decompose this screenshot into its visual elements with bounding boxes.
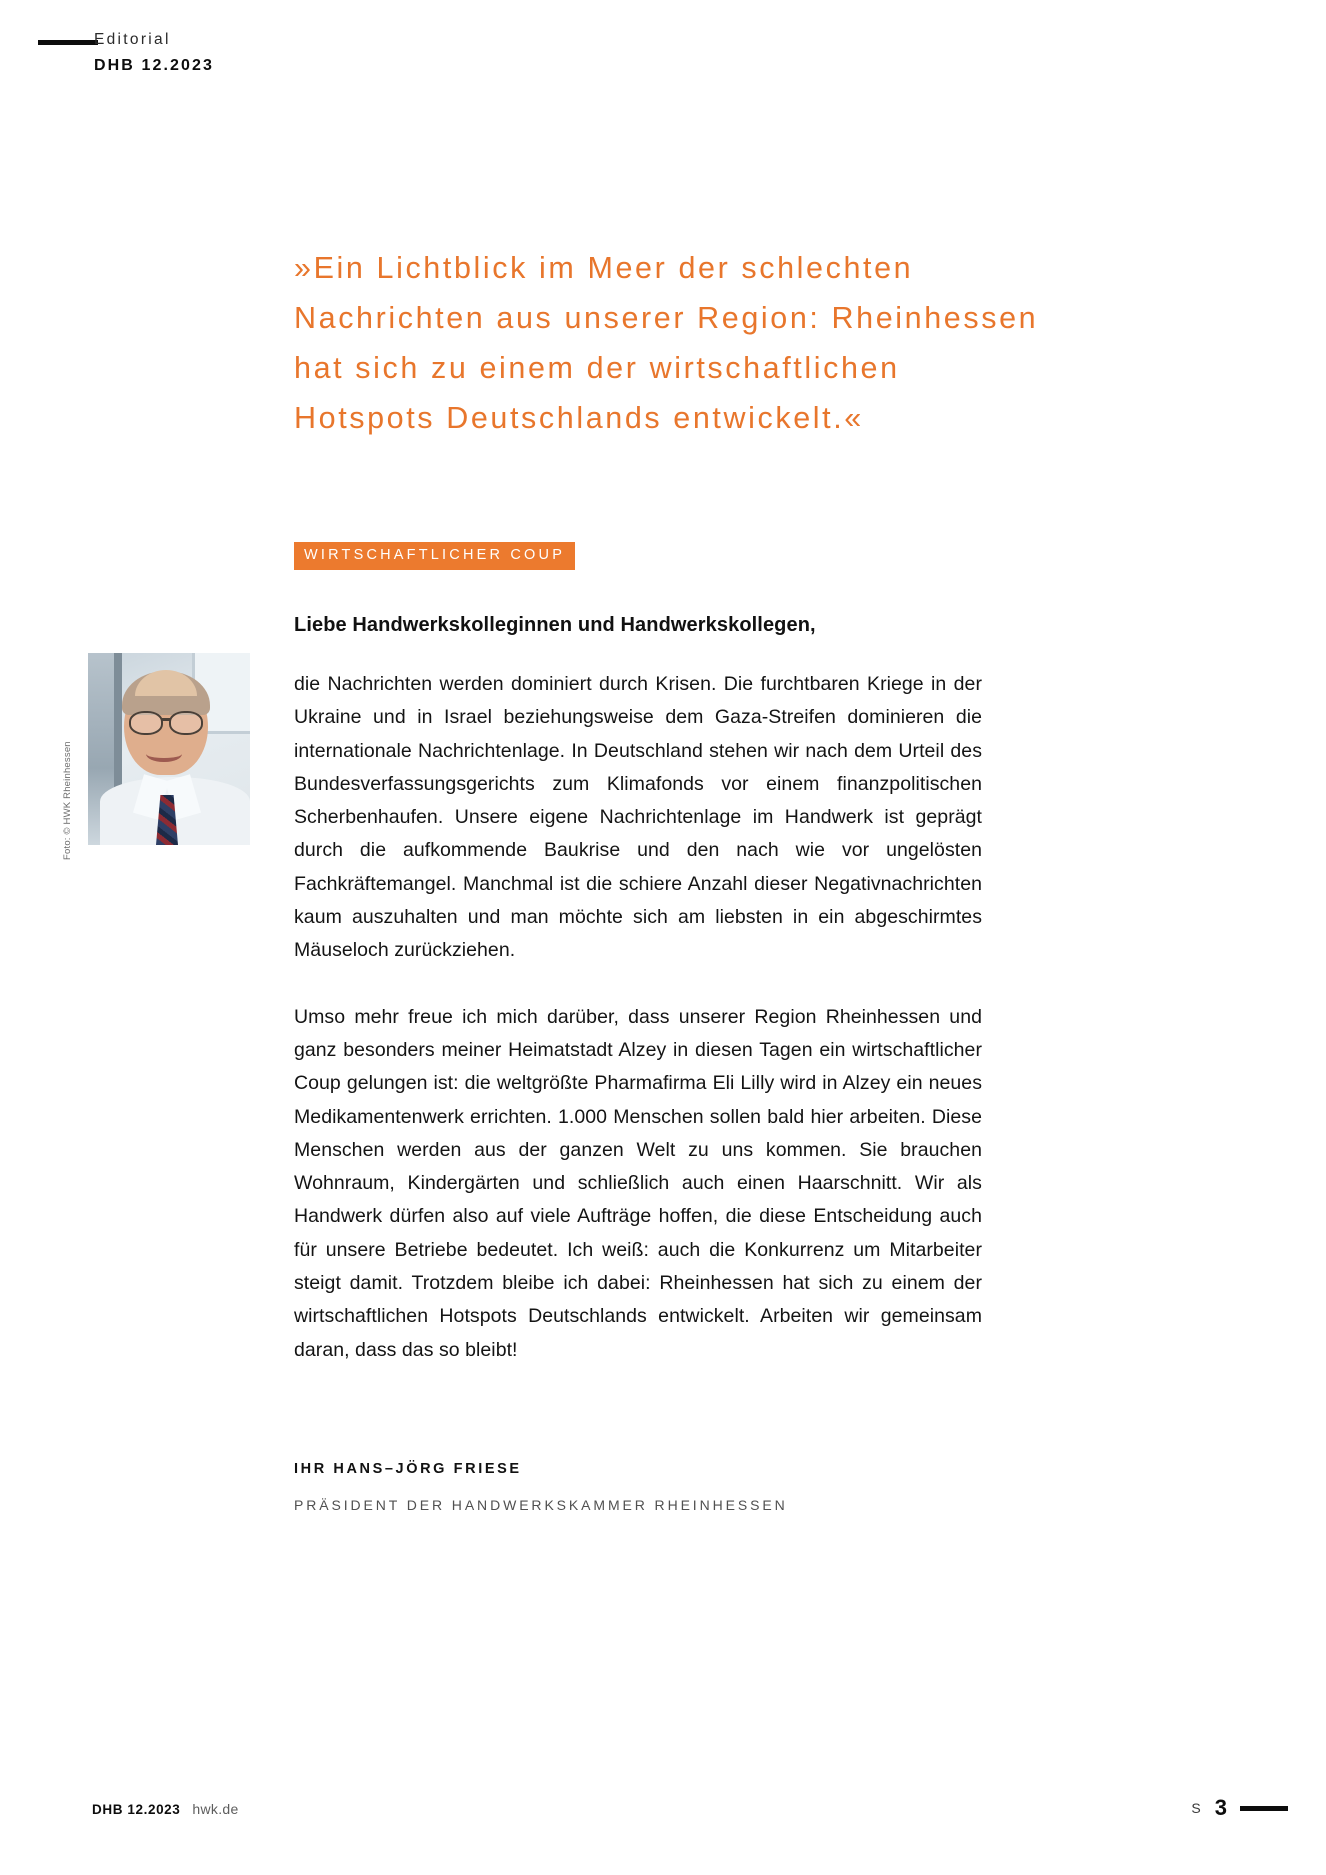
footer-issue-label: DHB 12.2023 — [92, 1802, 181, 1817]
pull-quote-line: hat sich zu einem der wirtschaftlichen — [294, 351, 900, 385]
page-header — [0, 30, 1326, 90]
glasses-icon — [128, 711, 204, 731]
photo-credit-label: Foto: © HWK Rheinhessen — [62, 741, 73, 860]
photo-credit — [62, 460, 73, 860]
paragraph: Umso mehr freue ich mich darüber, dass unserer Region Rheinhessen und ganz besonders meiner Heimatstadt Alzey in diesen Tagen ein wirtschaftlicher Coup gelungen ist: die weltgrößte Pharmafirma Eli Lilly wird in Alzey ein neues Medikamentenwerk errichten. 1.000 Menschen sollen bald hier arbeiten. Diese Menschen werden aus der ganzen Welt zu uns kommen. Sie brauchen Wohnraum, Kindergärten und schließlich auch einen Haarschnitt. Wir als Handwerk dürfen also auf viele Aufträge hoffen, die diese Entscheidung auch für unsere Betriebe bedeutet. Ich weiß: auch die Konkurrenz um Mitarbeiter steigt damit. Trotzdem bleibe ich dabei: Rheinhessen hat sich zu einem der wirtschaftlichen Hotspots Deutschlands entwickelt. Arbeiten wir gemeinsam daran, dass das so bleibt! — [294, 1005, 982, 1361]
page-prefix-label: S — [1191, 1800, 1202, 1816]
signature-name: IHR HANS–JÖRG FRIESE — [294, 1461, 522, 1477]
author-portrait — [88, 653, 250, 845]
footer-url-link[interactable]: hwk.de — [192, 1801, 239, 1817]
header-rule — [38, 40, 98, 45]
pull-quote-line: Hotspots Deutschlands entwickelt.« — [294, 401, 864, 435]
pull-quote-line: »Ein Lichtblick im Meer der schlechten — [294, 251, 914, 285]
signature-role: PRÄSIDENT DER HANDWERKSKAMMER RHEINHESSEN — [294, 1496, 788, 1513]
salutation: Liebe Handwerkskolleginnen und Handwerkskollegen, — [294, 614, 816, 636]
page-number: 3 — [1214, 1795, 1227, 1820]
pull-quote-line: Nachrichten aus unserer Region: Rheinhessen — [294, 301, 1039, 335]
glasses-lens-left — [129, 711, 163, 735]
glasses-bridge — [161, 718, 171, 721]
forehead-shape — [135, 670, 197, 696]
header-text-block — [94, 30, 214, 77]
paragraph: die Nachrichten werden dominiert durch Krisen. Die furchtbaren Kriege in der Ukraine und in Israel beziehungsweise dem Gaza-Streifen dominieren die internationale Nachrichtenlage. In Deutschland stehen wir nach dem Urteil des Bundesverfassungsgerichts zum Klimafonds vor einem finanzpolitischen Scherbenhaufen. Unsere eigene Nachrichtenlage im Handwerk ist geprägt durch die aufkommende Baukrise und den nach wie vor ungelösten Fachkräftemangel. Manchmal ist die schiere Anzahl dieser Negativnachrichten kaum auszuhalten und man möchte sich am liebsten in ein abgeschirmtes Mäuseloch zurückziehen. — [294, 673, 982, 962]
footer-rule — [1240, 1806, 1288, 1811]
smile-shape — [146, 745, 182, 762]
footer-right-group — [1191, 1795, 1288, 1821]
footer-left-group — [92, 1801, 239, 1817]
issue-label: DHB 12.2023 — [94, 56, 215, 74]
category-badge: WIRTSCHAFTLICHER COUP — [294, 542, 575, 570]
page-footer — [0, 1795, 1326, 1827]
portrait-image — [88, 653, 250, 845]
glasses-lens-right — [169, 711, 203, 735]
section-kicker: Editorial — [94, 31, 171, 48]
pull-quote — [294, 243, 1244, 443]
signature-block — [294, 1460, 788, 1514]
article-body — [294, 612, 982, 1367]
